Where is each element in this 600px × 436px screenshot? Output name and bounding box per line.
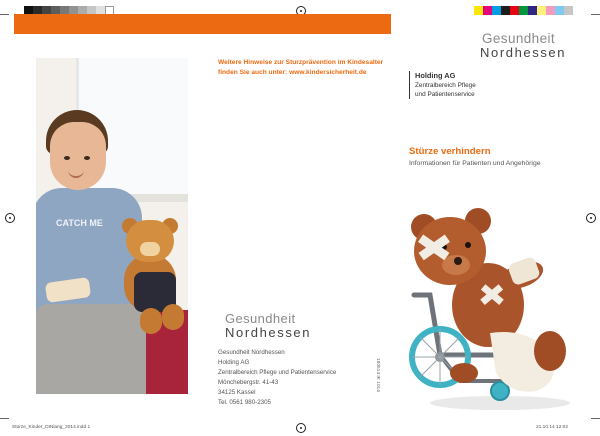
hoodie-print: CATCH ME [56, 218, 103, 228]
teddy-leg [140, 308, 162, 334]
eye [64, 156, 70, 160]
mouth [68, 170, 84, 178]
bear-nose [454, 257, 462, 265]
color-swatch [510, 6, 519, 15]
file-info: Stürze_Kinder_DINlang_2014.indd 1 [12, 425, 91, 430]
boy-with-teddy-photo [36, 58, 188, 394]
holding-line: Zentralbereich Pflege [415, 82, 476, 89]
color-swatch [492, 6, 501, 15]
front-logo-word-nordhessen: Nordhessen [480, 45, 567, 60]
holding-block [409, 71, 476, 99]
color-swatch [501, 6, 510, 15]
color-swatch [483, 6, 492, 15]
color-swatch [474, 6, 483, 15]
color-swatch [528, 6, 537, 15]
color-swatch [537, 6, 546, 15]
crop-mark [0, 14, 9, 15]
color-swatch [564, 6, 573, 15]
logo-word-gesundheit: Gesundheit [225, 311, 296, 326]
print-code: 180514 IK 1014 [375, 358, 380, 392]
brochure-title: Stürze verhindern [409, 146, 491, 157]
face [50, 122, 106, 190]
brochure-subtitle: Informationen für Patienten und Angehörige [409, 160, 541, 167]
timestamp: 21.10.14 12:02 [536, 425, 569, 430]
crop-mark [0, 418, 9, 419]
eye [84, 156, 90, 160]
address-line: Tel. 0561 980-2305 [218, 399, 271, 406]
bear-leg [534, 331, 566, 371]
color-swatches [474, 6, 573, 15]
color-swatch [546, 6, 555, 15]
color-swatch [555, 6, 564, 15]
crop-mark [591, 418, 600, 419]
address-line: 34125 Kassel [218, 389, 256, 396]
address-line: Gesundheit Nordhessen [218, 349, 285, 356]
color-swatch [519, 6, 528, 15]
address-block [218, 348, 336, 408]
bear-eye [465, 242, 471, 248]
orange-header-bar [14, 14, 391, 34]
trousers [36, 304, 146, 394]
address-line: Mönchebergstr. 41-43 [218, 379, 279, 386]
teddy-leg [162, 304, 184, 330]
bear-foot [450, 363, 478, 383]
crop-mark [591, 14, 600, 15]
teddy-snout [140, 242, 160, 256]
logo-word-nordhessen: Nordhessen [225, 325, 312, 340]
holding-name: Holding AG [415, 71, 456, 80]
address-line: Holding AG [218, 359, 250, 366]
front-logo-word-gesundheit: Gesundheit [482, 31, 556, 46]
prevention-hint: Weitere Hinweise zur Sturzprävention im Kindesalter finden Sie auch unter: www.kindersicherheit.de [218, 59, 384, 76]
address-line: Zentralbereich Pflege und Patientenservice [218, 369, 337, 376]
registration-mark-left [5, 213, 15, 223]
teddy-in-wheelchair-icon [400, 205, 590, 415]
front-wheel [491, 382, 509, 400]
holding-line: und Patientenservice [415, 91, 475, 98]
registration-mark-bottom [296, 423, 306, 433]
